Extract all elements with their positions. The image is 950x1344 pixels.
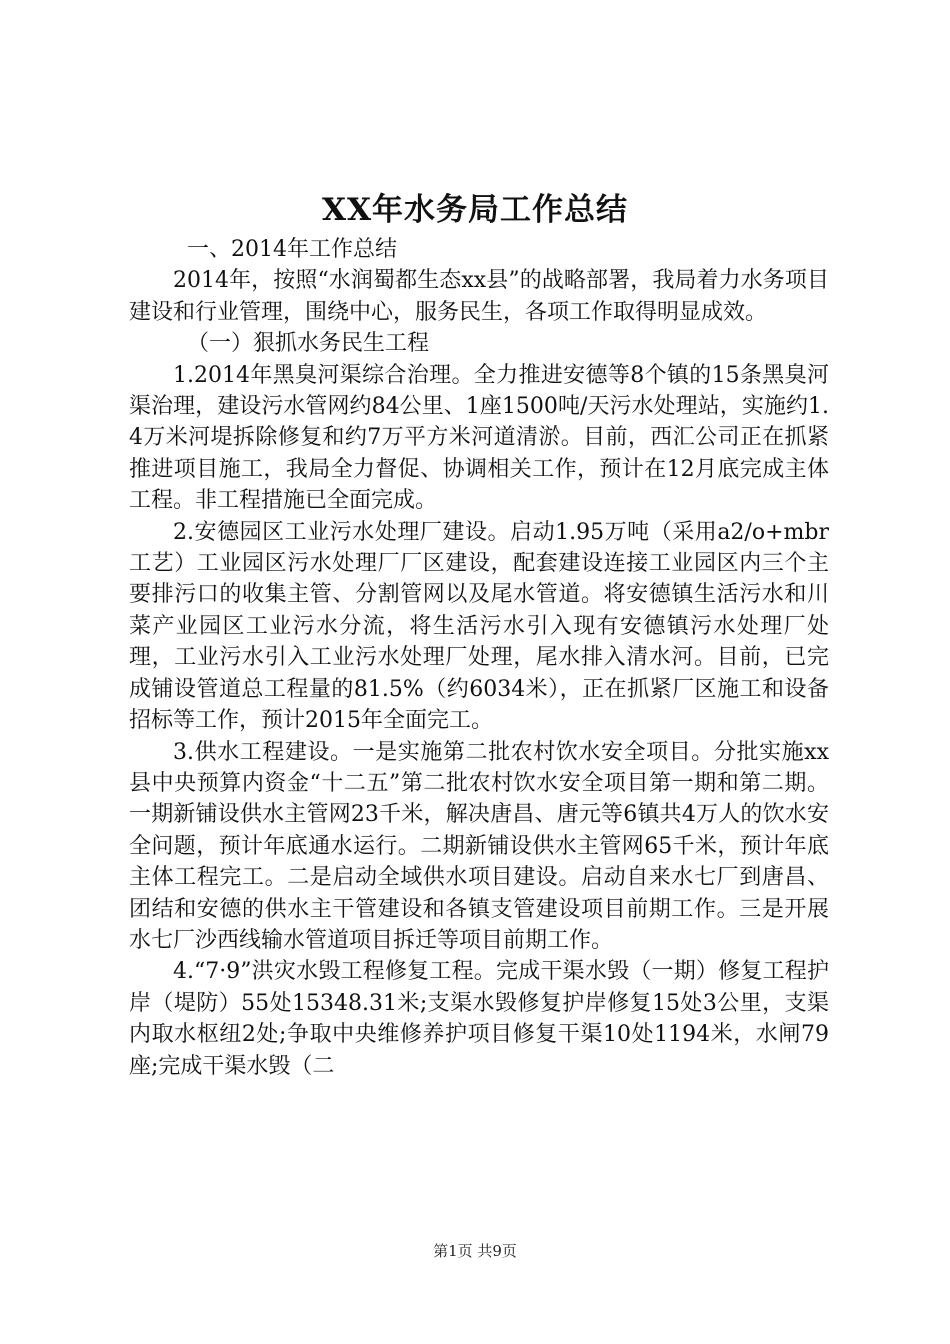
document-body — [129, 234, 829, 1082]
paragraph-item-2: 2.安德园区工业污水处理厂建设。启动1.95万吨（采用a2/o+mbr工艺）工业园区污水处理厂厂区建设，配套建设连接工业园区内三个主要排污口的收集主管、分割管网以及尾水管道。将安德镇生活污水和川菜产业园区工业污水分流，将生活污水引入现有安德镇污水处理厂处理，工业污水引入工业污水处理厂处理，尾水排入清水河。目前，已完成铺设管道总工程量的81.5%（约6034米），正在抓紧厂区施工和设备招标等工作，预计2015年全面完工。 — [129, 519, 829, 734]
subsection-heading-1: （一）狠抓水务民生工程 — [187, 331, 430, 357]
paragraph-intro: 2014年，按照“水润蜀都生态xx县”的战略部署，我局着力水务项目建设和行业管理，围绕中心，服务民生，各项工作取得明显成效。 — [129, 268, 829, 325]
page-footer: 第1页 共9页 — [433, 1242, 517, 1260]
document-title: XX年水务局工作总结 — [321, 192, 629, 228]
paragraph-item-1: 1.2014年黑臭河渠综合治理。全力推进安德等8个镇的15条黑臭河渠治理，建设污水管网约84公里、1座1500吨/天污水处理站，实施约1.4万米河堤拆除修复和约7万平方米河道清淤。目前，西汇公司正在抓紧推进项目施工，我局全力督促、协调相关工作，预计在12月底完成主体工程。非工程措施已全面完成。 — [129, 362, 829, 514]
section-heading-1: 一、2014年工作总结 — [187, 237, 397, 262]
paragraph-item-4: 4.“7·9”洪灾水毁工程修复工程。完成干渠水毁（一期）修复工程护岸（堤防）55处15348.31米;支渠水毁修复护岸修复15处3公里，支渠内取水枢纽2处;争取中央维修养护项目修复干渠10处1194米，水闸79座;完成干渠水毁（二 — [129, 959, 829, 1079]
paragraph-item-3: 3.供水工程建设。一是实施第二批农村饮水安全项目。分批实施xx县中央预算内资金“十二五”第二批农村饮水安全项目第一期和第二期。一期新铺设供水主管网23千米，解决唐昌、唐元等6镇共4万人的饮水安全问题，预计年底通水运行。二期新铺设供水主管网65千米，预计年底主体工程完工。二是启动全域供水项目建设。启动自来水七厂到唐昌、团结和安德的供水主干管建设和各镇支管建设项目前期工作。三是开展水七厂沙西线输水管道项目拆迁等项目前期工作。 — [129, 739, 829, 953]
